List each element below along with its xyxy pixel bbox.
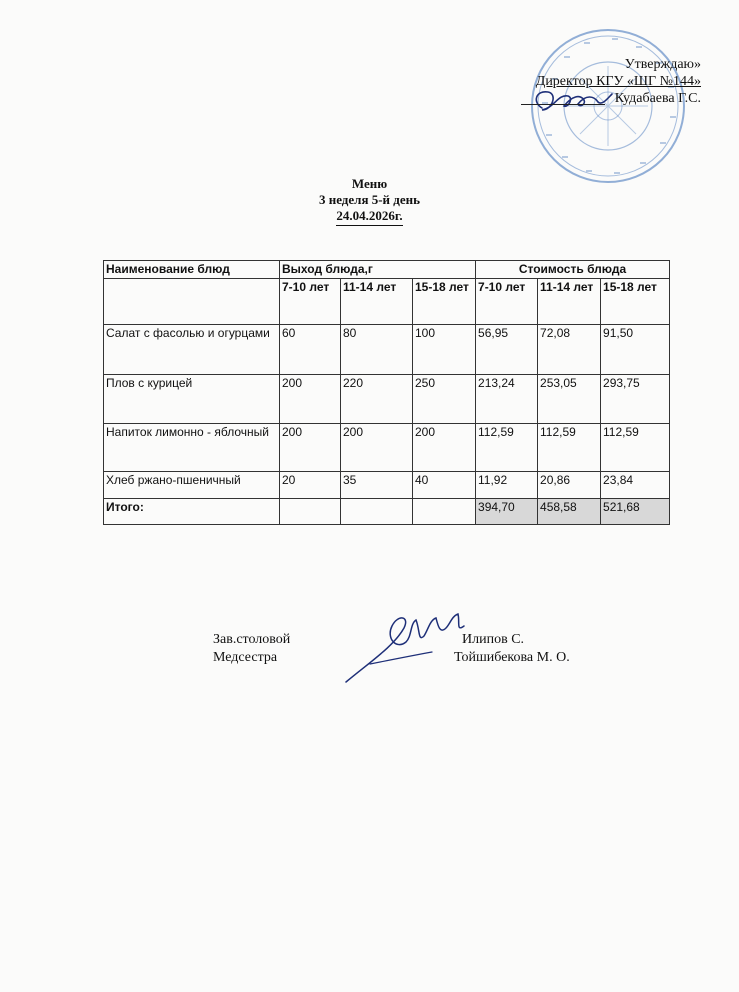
cost-cell: 56,95	[476, 325, 538, 375]
total-cost-cell: 458,58	[538, 499, 601, 525]
empty-cell	[280, 499, 341, 525]
cost-cell: 112,59	[601, 424, 670, 472]
yield-cell: 20	[280, 472, 341, 499]
table-row	[104, 472, 670, 499]
yield-cell: 220	[341, 375, 413, 424]
approval-name: Кудабаева Г.С.	[614, 91, 701, 106]
signatory-names	[454, 631, 570, 667]
signature-line	[521, 104, 605, 105]
approval-label: Утверждаю»	[624, 57, 701, 72]
table-row	[104, 375, 670, 424]
header-age: 7-10 лет	[476, 279, 538, 325]
yield-cell: 200	[280, 424, 341, 472]
header-age: 11-14 лет	[341, 279, 413, 325]
menu-heading: Меню	[351, 176, 388, 191]
cost-cell: 20,86	[538, 472, 601, 499]
menu-title	[0, 176, 739, 226]
yield-cell: 200	[413, 424, 476, 472]
yield-cell: 40	[413, 472, 476, 499]
total-cost-cell: 394,70	[476, 499, 538, 525]
yield-cell: 200	[280, 375, 341, 424]
approval-block	[501, 56, 701, 107]
table-header-row	[104, 261, 670, 279]
yield-cell: 60	[280, 325, 341, 375]
dish-name: Хлеб ржано-пшеничный	[104, 472, 280, 499]
yield-cell: 200	[341, 424, 413, 472]
empty-cell	[341, 499, 413, 525]
table-age-row	[104, 279, 670, 325]
signatory-roles	[213, 631, 290, 667]
total-cost-cell: 521,68	[601, 499, 670, 525]
role-nurse: Медсестра	[213, 650, 278, 665]
header-yield: Выход блюда,г	[280, 261, 476, 279]
header-age: 11-14 лет	[538, 279, 601, 325]
cost-cell: 253,05	[538, 375, 601, 424]
dish-name: Напиток лимонно - яблочный	[104, 424, 280, 472]
table-row	[104, 325, 670, 375]
menu-date: 24.04.2026г.	[336, 208, 402, 226]
yield-cell: 35	[341, 472, 413, 499]
cost-cell: 91,50	[601, 325, 670, 375]
role-canteen-head: Зав.столовой	[213, 632, 291, 647]
yield-cell: 80	[341, 325, 413, 375]
approval-name-line	[501, 90, 701, 107]
menu-week-day: 3 неделя 5-й день	[318, 192, 421, 207]
header-empty	[104, 279, 280, 325]
cost-cell: 112,59	[476, 424, 538, 472]
cost-cell: 72,08	[538, 325, 601, 375]
dish-name: Плов с курицей	[104, 375, 280, 424]
cost-cell: 213,24	[476, 375, 538, 424]
total-label: Итого:	[104, 499, 280, 525]
header-age: 15-18 лет	[601, 279, 670, 325]
dish-name: Салат с фасолью и огурцами	[104, 325, 280, 375]
name-nurse: Тойшибекова М. О.	[454, 650, 570, 665]
header-age: 15-18 лет	[413, 279, 476, 325]
table-total-row	[104, 499, 670, 525]
cost-cell: 293,75	[601, 375, 670, 424]
cost-cell: 23,84	[601, 472, 670, 499]
header-dish: Наименование блюд	[104, 261, 280, 279]
header-age: 7-10 лет	[280, 279, 341, 325]
approval-director: Директор КГУ «ШГ №144»	[535, 74, 701, 89]
header-cost: Стоимость блюда	[476, 261, 670, 279]
cost-cell: 112,59	[538, 424, 601, 472]
yield-cell: 250	[413, 375, 476, 424]
cost-cell: 11,92	[476, 472, 538, 499]
yield-cell: 100	[413, 325, 476, 375]
menu-table	[103, 260, 670, 525]
empty-cell	[413, 499, 476, 525]
table-row	[104, 424, 670, 472]
name-canteen-head: Илипов С.	[462, 632, 525, 647]
